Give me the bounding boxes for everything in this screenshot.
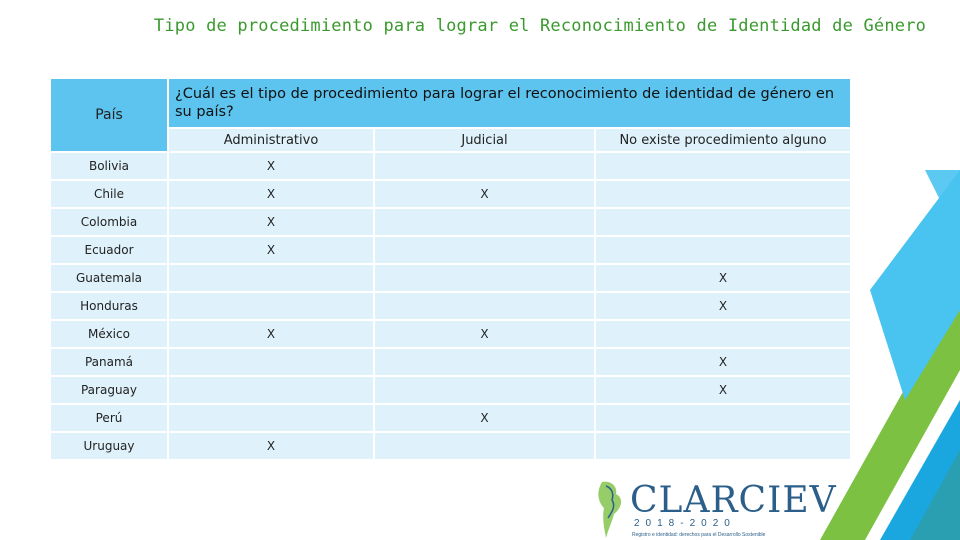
mark-cell: X xyxy=(169,321,373,347)
header-country: País xyxy=(51,79,167,151)
mark-cell: X xyxy=(169,209,373,235)
map-icon xyxy=(594,478,634,540)
clarciev-logo xyxy=(600,478,837,540)
table-row xyxy=(51,433,850,459)
mark-cell: X xyxy=(375,405,594,431)
column-header-judicial: Judicial xyxy=(375,129,594,151)
mark-cell: X xyxy=(596,265,850,291)
mark-cell: X xyxy=(596,349,850,375)
mark-cell xyxy=(375,349,594,375)
page-title: Tipo de procedimiento para lograr el Reconocimiento de Identidad de Género xyxy=(153,16,927,36)
table-row xyxy=(51,321,850,347)
mark-cell xyxy=(596,433,850,459)
country-cell: Colombia xyxy=(51,209,167,235)
mark-cell: X xyxy=(169,433,373,459)
table-row xyxy=(51,181,850,207)
country-cell: México xyxy=(51,321,167,347)
country-cell: Uruguay xyxy=(51,433,167,459)
mark-cell xyxy=(169,293,373,319)
mark-cell xyxy=(375,265,594,291)
mark-cell xyxy=(375,433,594,459)
country-cell: Panamá xyxy=(51,349,167,375)
mark-cell: X xyxy=(169,181,373,207)
mark-cell xyxy=(375,153,594,179)
country-cell: Honduras xyxy=(51,293,167,319)
mark-cell xyxy=(596,405,850,431)
table-row xyxy=(51,349,850,375)
logo-tagline: Registro e identidad: derechos para el Desarrollo Sostenible xyxy=(632,532,766,538)
country-cell: Guatemala xyxy=(51,265,167,291)
table-row xyxy=(51,237,850,263)
mark-cell xyxy=(169,377,373,403)
mark-cell xyxy=(596,209,850,235)
logo-name: CLARCIEV xyxy=(630,480,837,521)
mark-cell: X xyxy=(169,237,373,263)
mark-cell xyxy=(375,377,594,403)
mark-cell xyxy=(375,209,594,235)
table-row xyxy=(51,265,850,291)
table-row xyxy=(51,293,850,319)
mark-cell: X xyxy=(169,153,373,179)
country-cell: Ecuador xyxy=(51,237,167,263)
mark-cell: X xyxy=(596,377,850,403)
table-row xyxy=(51,405,850,431)
country-cell: Perú xyxy=(51,405,167,431)
mark-cell: X xyxy=(375,181,594,207)
mark-cell xyxy=(375,237,594,263)
country-cell: Paraguay xyxy=(51,377,167,403)
table-row xyxy=(51,153,850,179)
procedures-table xyxy=(49,77,852,461)
mark-cell xyxy=(596,237,850,263)
column-header-no-existe: No existe procedimiento alguno xyxy=(596,129,850,151)
table-body xyxy=(51,153,850,459)
mark-cell xyxy=(596,181,850,207)
mark-cell xyxy=(169,405,373,431)
mark-cell xyxy=(596,321,850,347)
mark-cell xyxy=(169,349,373,375)
mark-cell xyxy=(169,265,373,291)
mark-cell xyxy=(596,153,850,179)
mark-cell: X xyxy=(596,293,850,319)
header-question: ¿Cuál es el tipo de procedimiento para lograr el reconocimiento de identidad de género en su país? xyxy=(169,79,850,127)
mark-cell xyxy=(375,293,594,319)
country-cell: Bolivia xyxy=(51,153,167,179)
table-row xyxy=(51,377,850,403)
column-header-administrativo: Administrativo xyxy=(169,129,373,151)
country-cell: Chile xyxy=(51,181,167,207)
table-row xyxy=(51,209,850,235)
mark-cell: X xyxy=(375,321,594,347)
logo-years: 2018-2020 xyxy=(634,518,736,529)
